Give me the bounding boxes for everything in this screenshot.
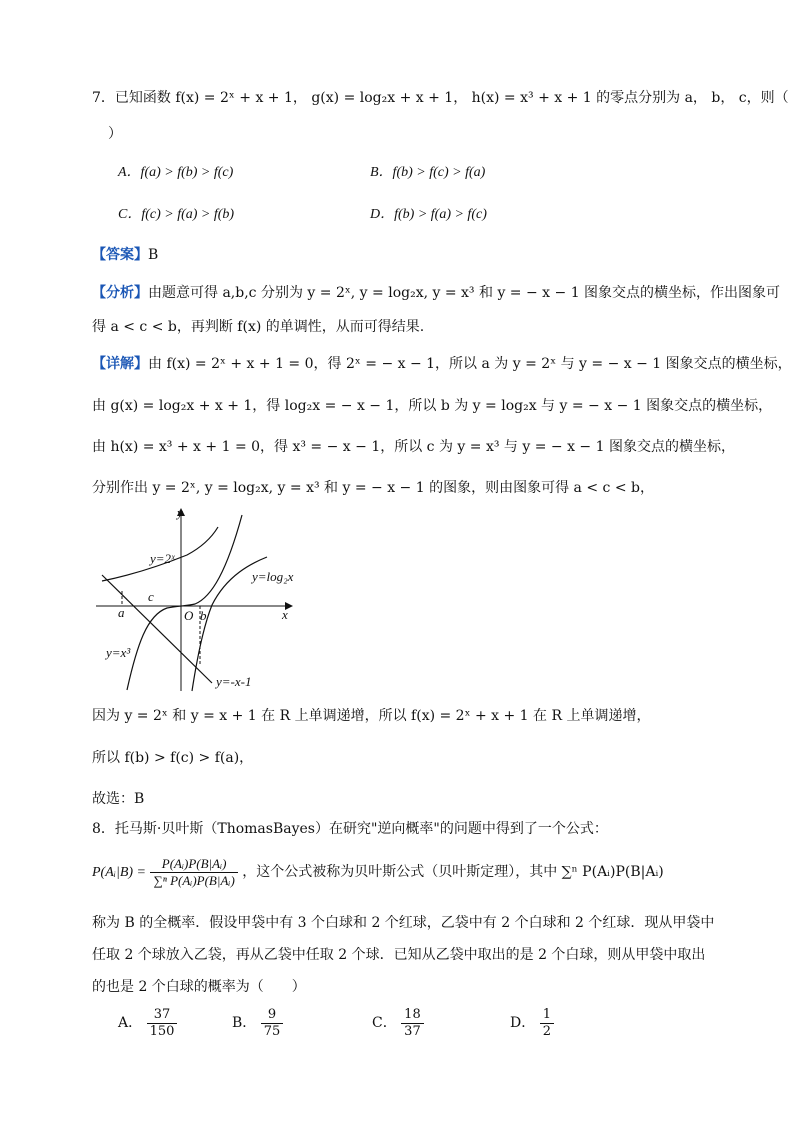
q7-option-a: A．f(a) > f(b) > f(c) [118, 165, 234, 180]
label-c: c [148, 589, 154, 604]
q7-option-d: D．f(b) > f(a) > f(c) [370, 207, 487, 222]
q8-option-c [372, 1006, 424, 1040]
formula-lhs: P(Aᵢ|B) = [92, 865, 146, 880]
q8-option-a-frac [147, 1007, 178, 1040]
q8-option-a-label: A． [118, 1015, 143, 1031]
q8-option-a [118, 1006, 177, 1040]
q8-option-c-label: C． [372, 1015, 397, 1031]
q7-after-line2: 所以 f(b) > f(c) > f(a)， [92, 750, 254, 766]
formula-numerator: P(Aᵢ)P(B|Aᵢ) [150, 856, 237, 873]
q7-stem-line1: 7．已知函数 f(x) = 2ˣ + x + 1， g(x) = log₂x + x + 1， h(x) = x³ + x + 1 的零点分别为 a， b， c，则（ [92, 90, 789, 106]
q8-formula-row [92, 852, 664, 893]
q8-stem-line1: 8．托马斯·贝叶斯（ThomasBayes）在研究"逆向概率"的问题中得到了一个公式： [92, 821, 608, 837]
q8-stem-line5: 的也是 2 个白球的概率为（ ） [92, 979, 306, 995]
q8-option-d [510, 1006, 554, 1040]
q7-detail-line4: 分别作出 y = 2ˣ, y = log₂x, y = x³ 和 y = − x − 1 的图象，则由图象可得 a < c < b， [92, 480, 654, 496]
q8-option-b-num: 9 [261, 1007, 284, 1024]
q8-option-d-num: 1 [540, 1007, 554, 1024]
q7-answer-row [92, 245, 158, 265]
q8-option-d-label: D． [510, 1015, 536, 1031]
analysis-tag: 【分析】 [92, 285, 148, 301]
label-a: a [118, 605, 125, 620]
q8-option-a-num: 37 [147, 1007, 178, 1024]
curve-cube [127, 515, 242, 690]
q7-analysis-line2: 得 a < c < b，再判断 f(x) 的单调性，从而可得结果. [92, 319, 425, 335]
q8-option-c-frac [401, 1007, 424, 1040]
q8-option-d-den: 2 [542, 1023, 551, 1039]
formula-denominator: ∑ⁿ P(Aᵢ)P(B|Aᵢ) [153, 872, 235, 888]
q7-detail-line3: 由 h(x) = x³ + x + 1 = 0，得 x³ = − x − 1，所以 c 为 y = x³ 与 y = − x − 1 图象交点的横坐标， [92, 439, 735, 455]
q8-stem-line3: 称为 B 的全概率．假设甲袋中有 3 个白球和 2 个红球，乙袋中有 2 个白球和 2 个红球．现从甲袋中 [92, 915, 715, 931]
label-origin: O [184, 608, 194, 623]
q8-option-c-num: 18 [401, 1007, 424, 1024]
line-neg [102, 575, 212, 683]
q8-option-c-den: 37 [404, 1023, 421, 1039]
function-graph [92, 505, 312, 695]
answer-value: B [148, 247, 159, 263]
detail-text-1: 由 f(x) = 2ˣ + x + 1 = 0，得 2ˣ = − x − 1，所以 a 为 y = 2ˣ 与 y = − x − 1 图象交点的横坐标， [148, 356, 792, 372]
q7-after-line1: 因为 y = 2ˣ 和 y = x + 1 在 R 上单调递增，所以 f(x) = 2ˣ + x + 1 在 R 上单调递增， [92, 708, 651, 724]
label-x-axis: x [282, 607, 288, 622]
formula-text: ，这个公式被称为贝叶斯公式（贝叶斯定理），其中 ∑ⁿ P(Aᵢ)P(B|Aᵢ) [242, 864, 664, 880]
bayes-fraction [150, 856, 237, 889]
label-b: b [200, 608, 207, 623]
analysis-text-1: 由题意可得 a,b,c 分别为 y = 2ˣ, y = log₂x, y = x³ 和 y = − x − 1 图象交点的横坐标，作出图象可 [148, 285, 781, 301]
q7-conclusion: 故选：B [92, 791, 145, 807]
q7-stem-line2: ） [108, 126, 122, 142]
detail-tag: 【详解】 [92, 356, 148, 372]
q7-option-b: B．f(b) > f(c) > f(a) [370, 165, 486, 180]
q8-option-d-frac [540, 1007, 554, 1040]
q8-option-b-label: B． [232, 1015, 257, 1031]
q7-detail-line2: 由 g(x) = log₂x + x + 1，得 log₂x = − x − 1，所以 b 为 y = log₂x 与 y = − x − 1 图象交点的横坐标， [92, 398, 773, 414]
label-cube: y=x³ [106, 645, 131, 660]
q7-analysis-line1 [92, 283, 780, 303]
q8-option-a-den: 150 [149, 1023, 175, 1039]
q8-option-b [232, 1006, 283, 1040]
q8-option-b-frac [261, 1007, 284, 1040]
label-line: y=-x-1 [216, 674, 252, 689]
label-exp: y=2ˣ [150, 551, 175, 566]
label-log: y=log₂x [252, 569, 294, 584]
label-y-axis: y [177, 505, 183, 520]
q7-detail-line1 [92, 354, 792, 374]
q7-option-c: C．f(c) > f(a) > f(b) [118, 207, 235, 222]
answer-tag: 【答案】 [92, 247, 148, 263]
q8-option-b-den: 75 [263, 1023, 281, 1039]
q8-stem-line4: 任取 2 个球放入乙袋，再从乙袋中任取 2 个球．已知从乙袋中取出的是 2 个白球，则从甲袋中取出 [92, 947, 706, 963]
